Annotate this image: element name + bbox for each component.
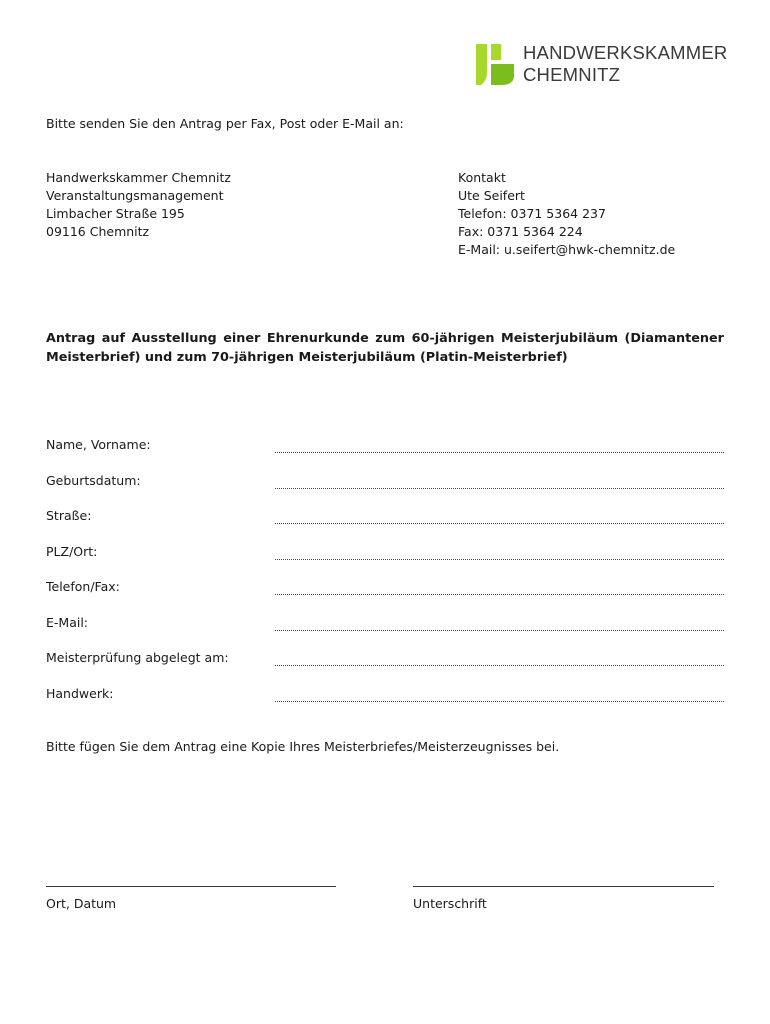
contact-fax: Fax: 0371 5364 224 [458,224,583,239]
signature-line[interactable] [413,886,714,887]
field-input-phone-fax[interactable] [275,580,724,595]
logo-line-2: CHEMNITZ [523,64,621,85]
field-input-street[interactable] [275,509,724,524]
field-input-exam-date[interactable] [275,651,724,666]
field-input-email[interactable] [275,616,724,631]
field-label-email: E-Mail: [46,615,89,630]
field-input-trade[interactable] [275,687,724,702]
contact-phone: Telefon: 0371 5364 237 [458,206,606,221]
field-label-phone-fax: Telefon/Fax: [46,579,120,594]
hwk-logo [475,42,727,86]
attachment-note: Bitte fügen Sie dem Antrag eine Kopie Ihres Meisterbriefes/Meisterzeugnisses bei. [46,739,560,754]
logo-line-1: HANDWERKSKAMMER [523,42,728,63]
contact-name: Ute Seifert [458,188,525,203]
address-line: Handwerkskammer Chemnitz [46,170,231,185]
address-line: Veranstaltungsmanagement [46,188,224,203]
field-label-exam-date: Meisterprüfung abgelegt am: [46,650,229,665]
form-title: Antrag auf Ausstellung einer Ehrenurkunde zum 60-jährigen Meisterjubiläum (Diamantener Meisterbrief) und zum 70-jährigen Meisterjubiläum (Platin-Meisterbrief) [46,331,724,365]
field-label-trade: Handwerk: [46,686,114,701]
hwk-logo-text [523,42,727,86]
address-block [46,169,231,241]
address-line: 09116 Chemnitz [46,224,150,239]
field-label-street: Straße: [46,508,92,523]
intro-text: Bitte senden Sie den Antrag per Fax, Post oder E-Mail an: [46,116,404,131]
address-line: Limbacher Straße 195 [46,206,185,221]
field-label-name: Name, Vorname: [46,437,151,452]
field-input-name[interactable] [275,438,724,453]
place-date-label: Ort, Datum [46,896,117,911]
field-label-birthdate: Geburtsdatum: [46,473,141,488]
field-label-zip-city: PLZ/Ort: [46,544,98,559]
field-input-birthdate[interactable] [275,474,724,489]
hwk-logo-icon [475,42,515,86]
contact-heading: Kontakt [458,170,506,185]
field-input-zip-city[interactable] [275,545,724,560]
contact-email: E-Mail: u.seifert@hwk-chemnitz.de [458,242,676,257]
signature-label: Unterschrift [413,896,487,911]
contact-block [458,169,675,259]
place-date-line[interactable] [46,886,336,887]
